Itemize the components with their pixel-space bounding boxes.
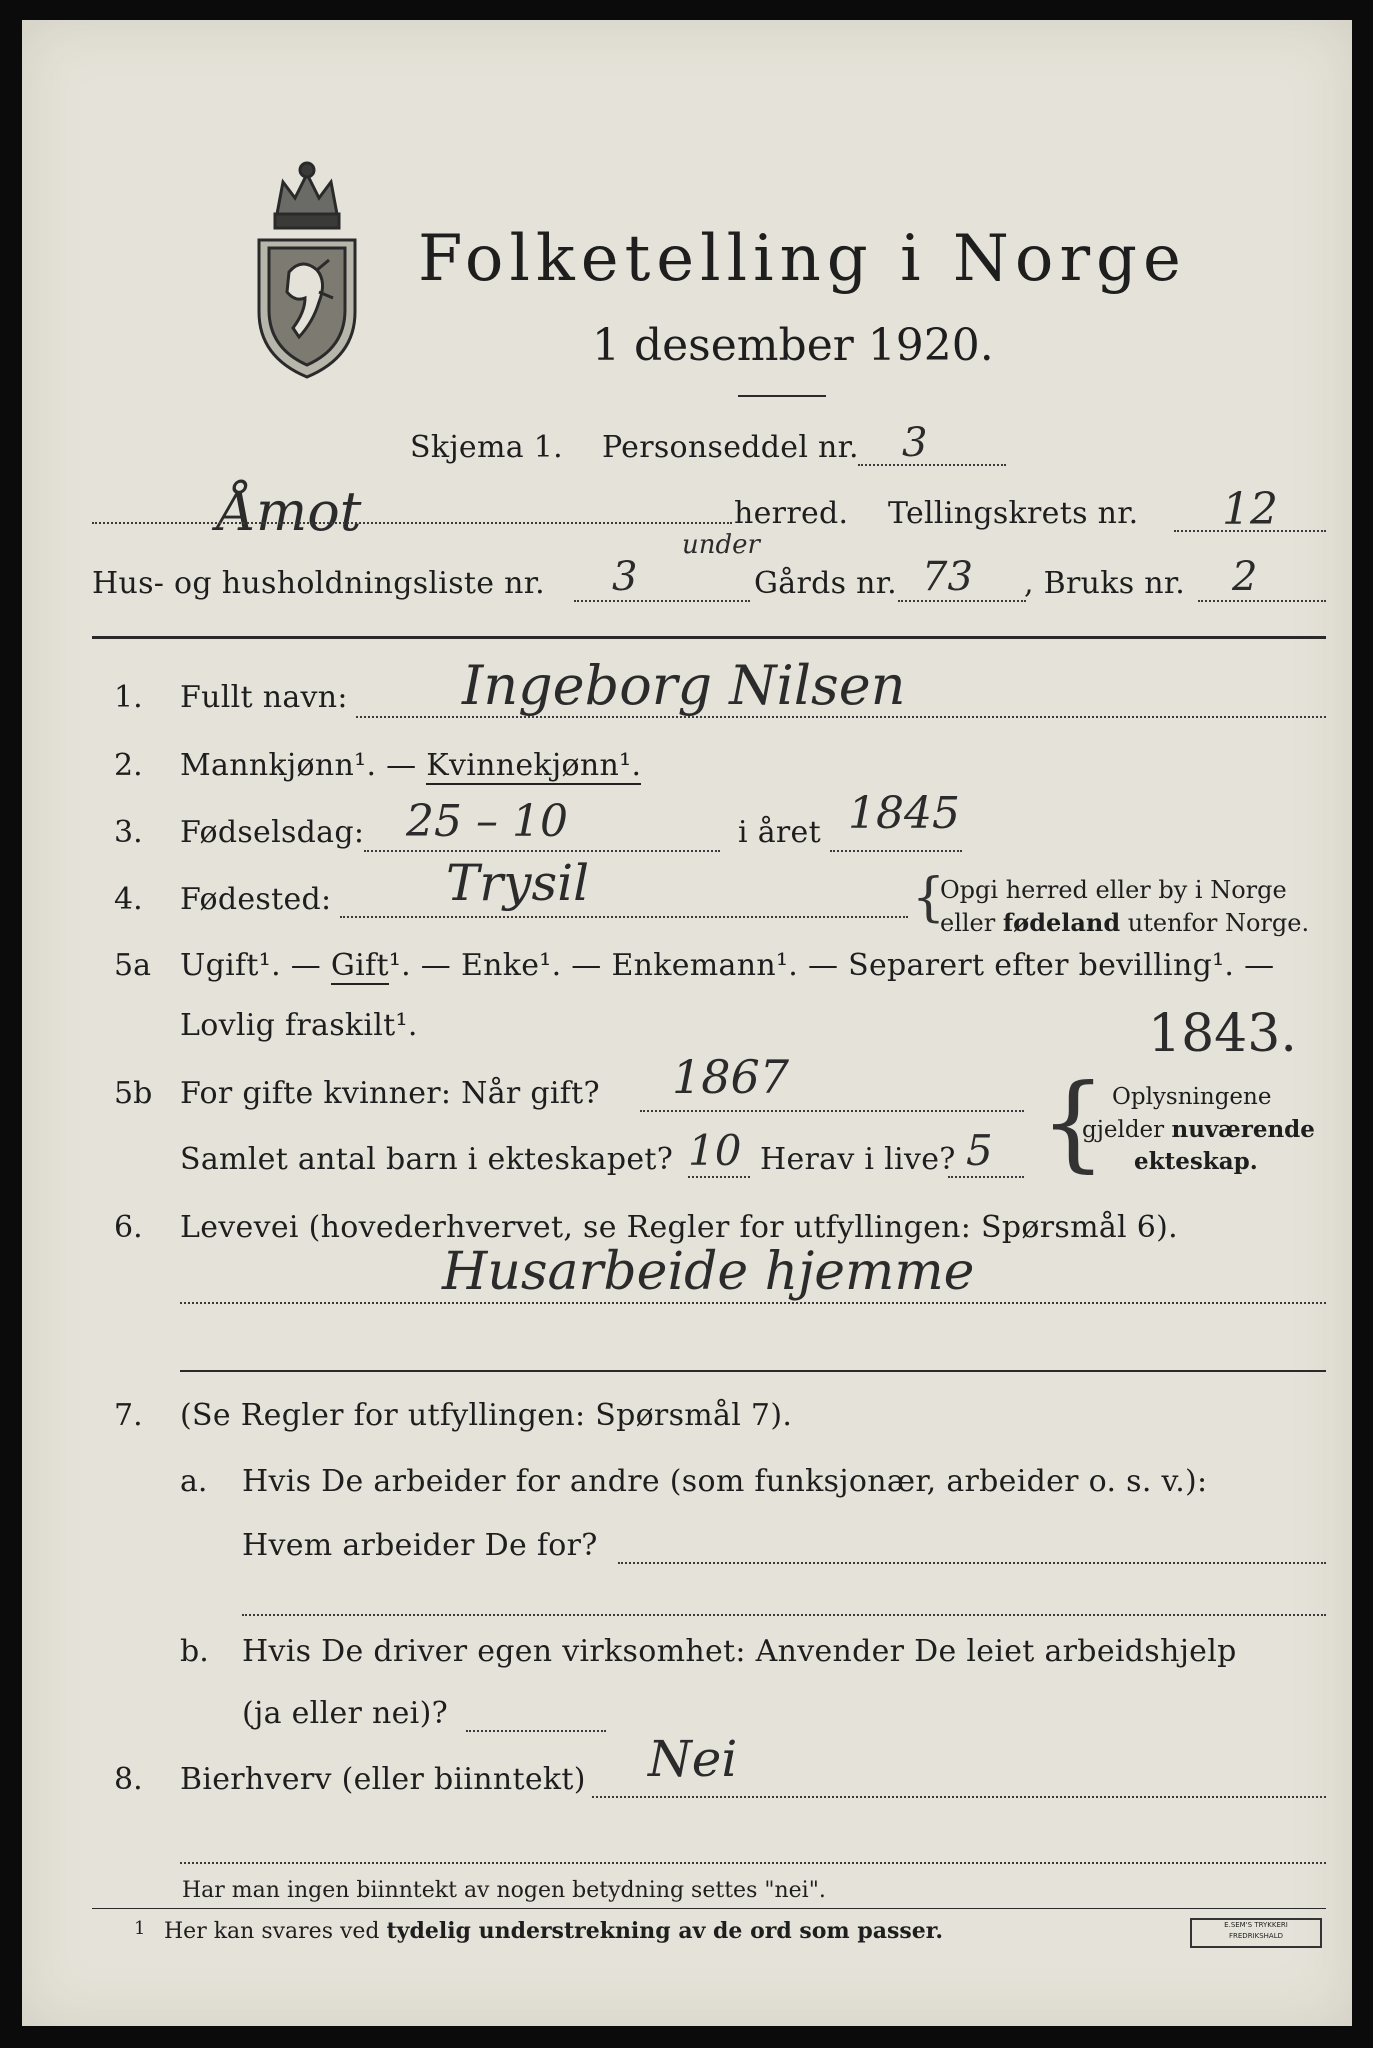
- q5a-number: 5a: [114, 948, 151, 983]
- marriage-note-1: Oplysningene: [1112, 1084, 1272, 1110]
- q7a-question: Hvem arbeider De for?: [242, 1528, 598, 1563]
- q1-label: Fullt navn:: [180, 680, 348, 715]
- personseddel-label: Personseddel nr.: [602, 430, 859, 465]
- birth-year-value: 1845: [848, 788, 960, 839]
- tellingskrets-value: 12: [1222, 484, 1278, 535]
- tellingskrets-label: Tellingskrets nr.: [888, 496, 1139, 531]
- municipality-value: Åmot: [217, 480, 362, 543]
- children-value: 10: [688, 1126, 742, 1175]
- children-label: Samlet antal barn i ekteskapet?: [180, 1142, 674, 1177]
- census-form-page: [22, 20, 1352, 2026]
- footnote-number: 1: [134, 1918, 146, 1939]
- q7b-number: b.: [180, 1634, 209, 1669]
- gards-label: Gårds nr.: [754, 566, 897, 601]
- married-when-label: For gifte kvinner: Når gift?: [180, 1076, 600, 1111]
- birthplace-brace: {: [912, 868, 946, 928]
- birthplace-field[interactable]: [340, 916, 908, 918]
- form-title: Folketelling i Norge: [418, 222, 1187, 296]
- male-option[interactable]: Mannkjønn¹.: [180, 748, 377, 783]
- title-divider: [738, 395, 826, 397]
- q7b-text: Hvis De driver egen virksomhet: Anvender De leiet arbeidshjelp: [242, 1634, 1237, 1669]
- household-field[interactable]: [574, 600, 750, 602]
- marriage-brace: {: [1040, 1061, 1107, 1183]
- footnote-text: Her kan svares ved tydelig understrekning av de ord som passer.: [164, 1918, 944, 1944]
- married-year-value: 1867: [672, 1050, 790, 1104]
- alive-label: Herav i live?: [760, 1142, 956, 1177]
- side-income-field[interactable]: [592, 1796, 1326, 1798]
- q2-options: Mannkjønn¹. — Kvinnekjønn¹.: [180, 748, 642, 783]
- bruks-label: , Bruks nr.: [1024, 566, 1186, 601]
- q1-number: 1.: [114, 680, 143, 715]
- bruks-field[interactable]: [1198, 600, 1326, 602]
- side-income-value: Nei: [648, 1730, 738, 1788]
- household-label: Hus- og husholdningsliste nr.: [92, 566, 545, 601]
- q2-number: 2.: [114, 748, 143, 783]
- female-option[interactable]: Kvinnekjønn¹.: [426, 748, 642, 783]
- birthdate-field[interactable]: [364, 850, 720, 852]
- q3-number: 3.: [114, 815, 143, 850]
- birthplace-value: Trysil: [446, 854, 590, 912]
- household-value: 3: [612, 554, 638, 600]
- occupation-field-1[interactable]: [180, 1302, 1326, 1304]
- q8-number: 8.: [114, 1762, 143, 1797]
- printer-mark: E.SEM'S TRYKKERI FREDRIKSHALD: [1190, 1918, 1322, 1948]
- q4-label: Fødested:: [180, 882, 332, 917]
- side-income-field-2[interactable]: [180, 1862, 1326, 1864]
- header-rule: [92, 636, 1326, 639]
- children-field[interactable]: [688, 1176, 750, 1178]
- q7b-question: (ja eller nei)?: [242, 1696, 448, 1731]
- q7a-number: a.: [180, 1464, 208, 1499]
- margin-note: 1843.: [1148, 1004, 1297, 1064]
- full-name-value: Ingeborg Nilsen: [462, 654, 906, 717]
- footnote-rule: [92, 1908, 1326, 1909]
- side-income-note: Har man ingen biinntekt av nogen betydning settes "nei".: [182, 1878, 826, 1903]
- marital-other-options[interactable]: Enke¹. — Enkemann¹. — Separert efter bevilling¹. —: [460, 948, 1275, 983]
- ugift-option[interactable]: Ugift¹.: [180, 948, 281, 983]
- hired-help-field[interactable]: [466, 1730, 606, 1732]
- coat-of-arms-emblem: [247, 152, 367, 382]
- birth-year-field[interactable]: [830, 850, 962, 852]
- alive-field[interactable]: [948, 1176, 1024, 1178]
- occupation-field-2[interactable]: [180, 1370, 1326, 1372]
- household-note: under: [682, 530, 760, 560]
- married-year-field[interactable]: [640, 1110, 1024, 1112]
- q7-number: 7.: [114, 1398, 143, 1433]
- marriage-note-2: gjelder nuværende: [1082, 1116, 1315, 1143]
- personseddel-field[interactable]: [858, 464, 1006, 466]
- employer-field-2[interactable]: [242, 1614, 1326, 1616]
- herred-label: herred.: [734, 496, 849, 531]
- marital-status-options: Ugift¹. — Gift¹. — Enke¹. — Enkemann¹. — Separert efter bevilling¹. —: [180, 948, 1275, 983]
- birthplace-note-1: Opgi herred eller by i Norge: [940, 876, 1287, 904]
- q6-number: 6.: [114, 1210, 143, 1245]
- birthdate-value: 25 – 10: [406, 796, 568, 847]
- gards-field[interactable]: [898, 600, 1026, 602]
- q7a-text: Hvis De arbeider for andre (som funksjonær, arbeider o. s. v.):: [242, 1464, 1208, 1499]
- municipality-field[interactable]: [92, 522, 732, 524]
- q8-label: Bierhverv (eller biinntekt): [180, 1762, 586, 1797]
- census-date: 1 desember 1920.: [592, 320, 994, 371]
- q4-number: 4.: [114, 882, 143, 917]
- q3-label: Fødselsdag:: [180, 815, 365, 850]
- personseddel-value: 3: [902, 420, 928, 466]
- employer-field-1[interactable]: [618, 1562, 1326, 1564]
- marriage-note-3: ekteskap.: [1134, 1148, 1258, 1175]
- occupation-value: Husarbeide hjemme: [442, 1242, 975, 1302]
- q7-label: (Se Regler for utfyllingen: Spørsmål 7).: [180, 1398, 793, 1433]
- q5b-number: 5b: [114, 1076, 153, 1111]
- alive-value: 5: [966, 1126, 993, 1175]
- q6-label: Levevei (hovederhvervet, se Regler for utfyllingen: Spørsmål 6).: [180, 1210, 1178, 1245]
- gift-option[interactable]: Gift: [330, 948, 389, 983]
- bruks-value: 2: [1232, 554, 1258, 600]
- divorced-option[interactable]: Lovlig fraskilt¹.: [180, 1008, 418, 1043]
- form-number: Skjema 1.: [410, 430, 563, 465]
- birth-year-label: i året: [738, 815, 821, 850]
- gards-value: 73: [922, 554, 973, 600]
- birthplace-note-2: eller fødeland utenfor Norge.: [940, 908, 1310, 937]
